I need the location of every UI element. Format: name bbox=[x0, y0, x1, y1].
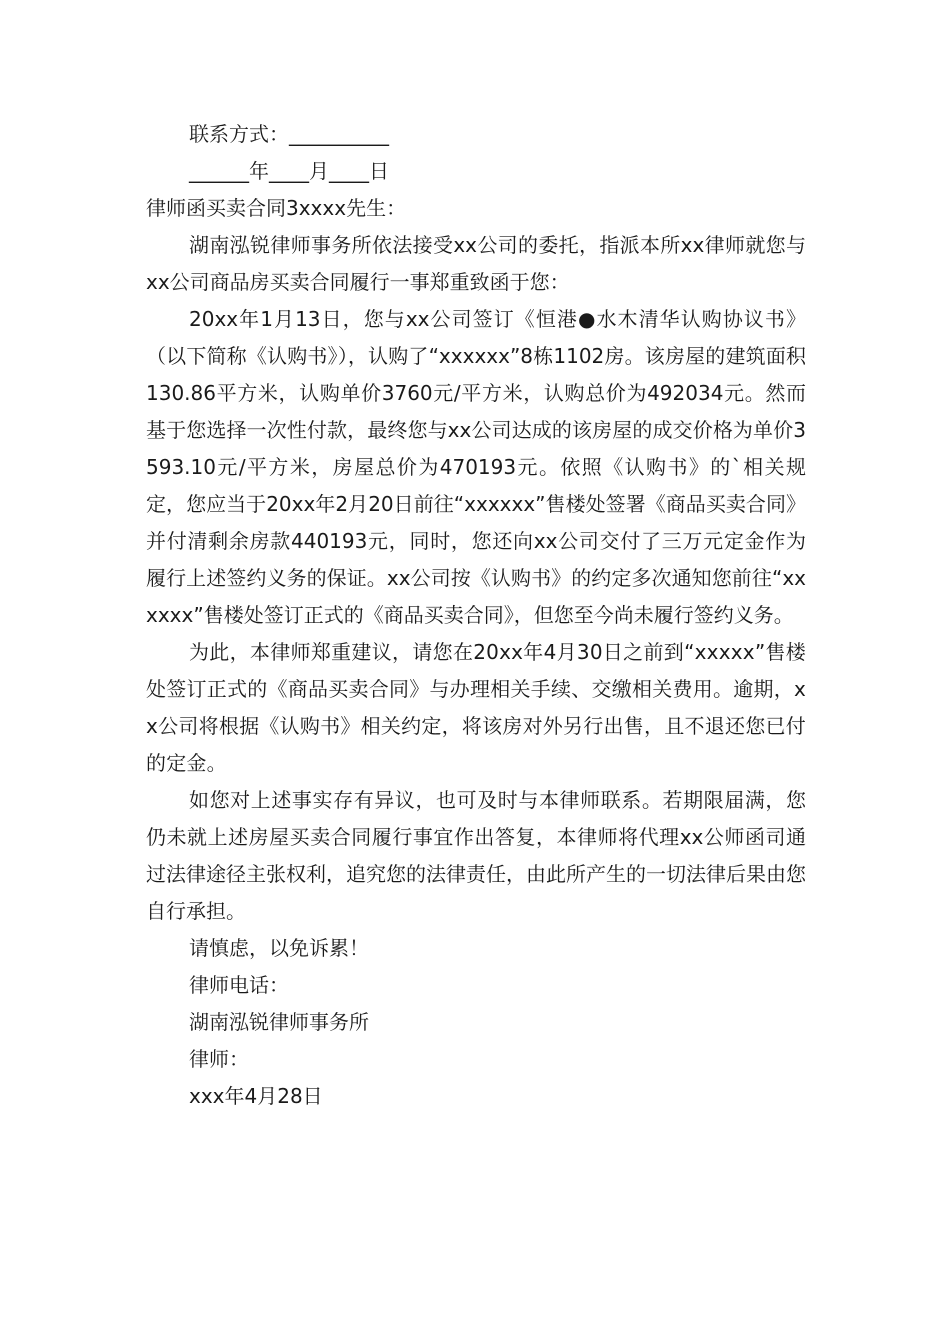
closing-warning: 请慎虑，以免诉累！ bbox=[189, 936, 369, 960]
date-blank-line: ______年____月____日 bbox=[189, 159, 389, 183]
salutation: 律师函买卖合同3xxxx先生： bbox=[146, 196, 407, 220]
contact-line: 联系方式：__________ bbox=[189, 122, 389, 146]
law-firm-name: 湖南泓锐律师事务所 bbox=[189, 1010, 369, 1034]
lawyer-label: 律师： bbox=[189, 1047, 249, 1071]
paragraph-facts: 20xx年1月13日，您与xx公司签订《恒港●水木清华认购协议书》（以下简称《认购书》），认购了“xxxxxx”8栋1102房。该房屋的建筑面积130.86平方米，认购单价3760元/平方米，认购总价为492034元。然而基于您选择一次性付款，最终您与xx公司达成的该房屋的成交价格为单价3593.10元/平方米，房屋总价为470193元。依照《认购书》的`相关规定，您应当于20xx年2月20日前往“xxxxxx”售楼处签署《商品买卖合同》并付清剩余房款440193元，同时，您还向xx公司交付了三万元定金作为履行上述签约义务的保证。xx公司按《认购书》的约定多次通知您前往“xxxxxx”售楼处签订正式的《商品买卖合同》，但您至今尚未履行签约义务。 bbox=[146, 307, 806, 627]
paragraph-intro: 湖南泓锐律师事务所依法接受xx公司的委托，指派本所xx律师就您与xx公司商品房买卖合同履行一事郑重致函于您： bbox=[146, 233, 806, 294]
lawyer-phone-label: 律师电话： bbox=[189, 973, 289, 997]
letter-date: xxx年4月28日 bbox=[189, 1084, 323, 1108]
letter-page bbox=[146, 116, 806, 1115]
paragraph-demand: 为此，本律师郑重建议，请您在20xx年4月30日之前到“xxxxx”售楼处签订正式的《商品买卖合同》与办理相关手续、交缴相关费用。逾期，xx公司将根据《认购书》相关约定，将该房对外另行出售，且不退还您已付的定金。 bbox=[146, 640, 806, 775]
paragraph-consequences: 如您对上述事实存有异议，也可及时与本律师联系。若期限届满，您仍未就上述房屋买卖合同履行事宜作出答复，本律师将代理xx公师函司通过法律途径主张权利，追究您的法律责任，由此所产生的一切法律后果由您自行承担。 bbox=[146, 788, 806, 923]
